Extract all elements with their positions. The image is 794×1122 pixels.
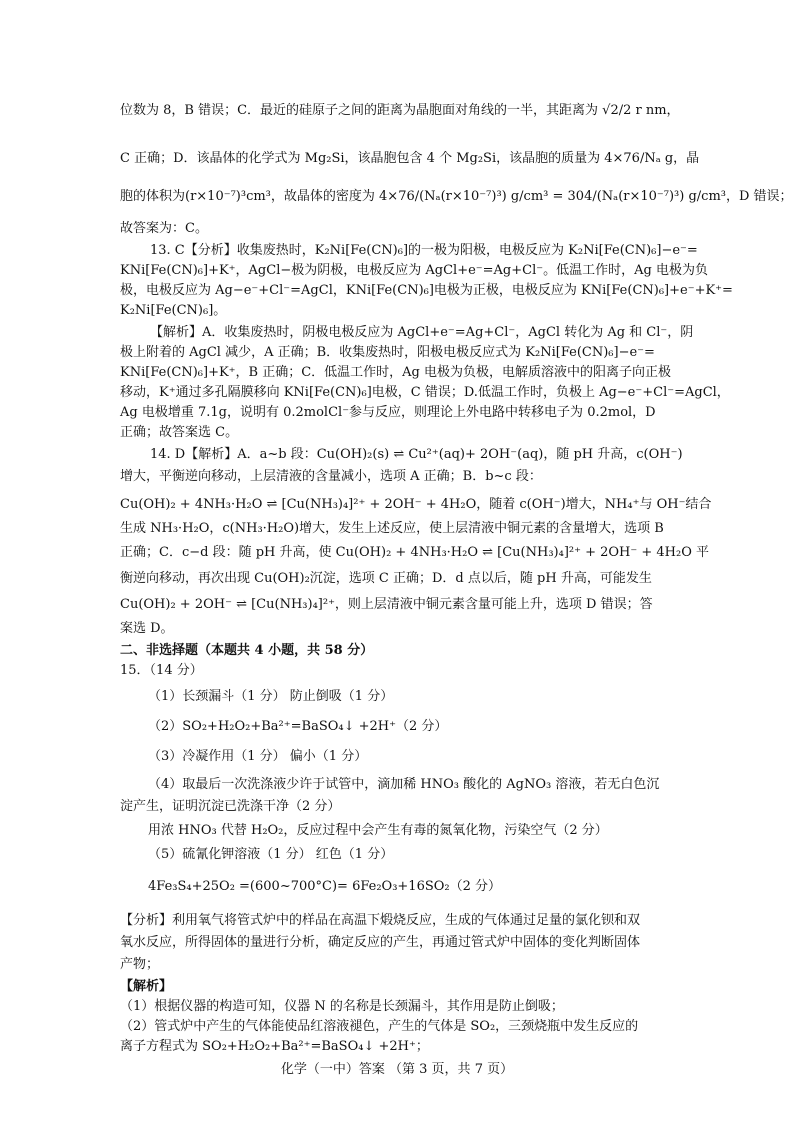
analysis-line: （2）管式炉中产生的气体能使品红溶液褪色，产生的气体是 SO₂，三颈烧瓶中发生反应的	[120, 1019, 639, 1034]
text-line: KNi[Fe(CN)₆]+K⁺，B 正确；C．低温工作时，Ag 电极为负极，电解质溶液中的阳离子向正极	[120, 365, 672, 380]
text-line: 极，电极反应为 Ag−e⁻+Cl⁻=AgCl，KNi[Fe(CN)₆]电极为正极，电极反应为 KNi[Fe(CN)₆]+e⁻+K⁺=	[120, 283, 733, 298]
answer-line: （2）SO₂+H₂O₂+Ba²⁺=BaSO₄↓ +2H⁺（2 分）	[148, 719, 448, 734]
question-number: 15．（14 分）	[120, 663, 203, 678]
text-line: Ag 电极增重 7.1g，说明有 0.2molCl⁻参与反应，则理论上外电路中转移电子为 0.2mol，D	[120, 405, 656, 420]
text-line: 极上附着的 AgCl 减少，A 正确；B．收集废热时，阳极电极反应式为 K₂Ni[Fe(CN)₆]−e⁻=	[120, 345, 655, 360]
answer-line: （4）取最后一次洗涤液少许于试管中，滴加稀 HNO₃ 酸化的 AgNO₃ 溶液，若无白色沉	[148, 777, 660, 792]
answer-line: 淀产生，证明沉淀已洗涤干净（2 分）	[120, 799, 341, 814]
text-line: C 正确；D．该晶体的化学式为 Mg₂Si，该晶胞包含 4 个 Mg₂Si，该晶胞的质量为 4×76/Nₐ g，晶	[120, 151, 700, 166]
analysis-line: 【分析】利用氧气将管式炉中的样品在高温下煅烧反应，生成的气体通过足量的氯化钡和双	[120, 913, 641, 928]
answer-line: （1）长颈漏斗（1 分） 防止倒吸（1 分）	[148, 689, 394, 704]
analysis-line: 氧水反应，所得固体的量进行分析，确定反应的产生，再通过管式炉中固体的变化判断固体	[120, 935, 641, 950]
text-line: 衡逆向移动，再次出现 Cu(OH)₂沉淀，选项 C 正确；D．d 点以后，随 pH 升高，可能发生	[120, 571, 652, 586]
section-heading: 二、非选择题（本题共 4 小题，共 58 分）	[120, 643, 374, 658]
text-line: Cu(OH)₂ + 2OH⁻ ⇌ [Cu(NH₃)₄]²⁺，则上层清液中铜元素含量可能上升，选项 D 错误；答	[120, 597, 653, 612]
analysis-heading: 【解析】	[120, 979, 173, 994]
text-line: K₂Ni[Fe(CN)₆]。	[120, 303, 227, 318]
text-line: 案选 D。	[120, 621, 174, 636]
text-line: Cu(OH)₂ + 4NH₃·H₂O ⇌ [Cu(NH₃)₄]²⁺ + 2OH⁻ + 4H₂O，随着 c(OH⁻)增大，NH₄⁺与 OH⁻结合	[120, 497, 712, 512]
text-line: 正确；C．c−d 段：随 pH 升高，使 Cu(OH)₂ + 4NH₃·H₂O ⇌ [Cu(NH₃)₄]²⁺ + 2OH⁻ + 4H₂O 平	[120, 545, 710, 560]
equation-line: 4Fe₃S₄+25O₂ =(600~700°C)= 6Fe₂O₃+16SO₂（2 分）	[148, 879, 502, 894]
answer-line: （5）硫氰化钾溶液（1 分） 红色（1 分）	[148, 847, 394, 862]
analysis-line: （1）根据仪器的构造可知，仪器 N 的名称是长颈漏斗，其作用是防止倒吸；	[120, 999, 564, 1014]
answer-line: 用浓 HNO₃ 代替 H₂O₂，反应过程中会产生有毒的氮氧化物，污染空气（2 分）	[148, 823, 608, 838]
text-line: 14. D【解析】A．a~b 段：Cu(OH)₂(s) ⇌ Cu²⁺(aq)+ 2OH⁻(aq)，随 pH 升高，c(OH⁻)	[150, 447, 683, 462]
text-line: 位数为 8，B 错误；C．最近的硅原子之间的距离为晶胞面对角线的一半，其距离为 √2/2 r nm，	[120, 103, 680, 118]
text-line: KNi[Fe(CN)₆]+K⁺，AgCl−极为阴极，电极反应为 AgCl+e⁻=Ag+Cl⁻。低温工作时，Ag 电极为负	[120, 263, 708, 278]
text-line: 增大，平衡逆向移动，上层清液的含量减小，选项 A 正确；B．b~c 段：	[120, 469, 542, 484]
text-line: 13. C【分析】收集废热时，K₂Ni[Fe(CN)₆]的一极为阳极，电极反应为 K₂Ni[Fe(CN)₆]−e⁻=	[150, 243, 698, 258]
text-line: 生成 NH₃·H₂O，c(NH₃·H₂O)增大，发生上述反应，使上层清液中铜元素的含量增大，选项 B	[120, 521, 664, 536]
text-line: 正确；故答案选 C。	[120, 425, 239, 440]
analysis-line: 产物；	[120, 957, 160, 972]
answer-line: （3）冷凝作用（1 分） 偏小（1 分）	[148, 749, 368, 764]
analysis-line: 离子方程式为 SO₂+H₂O₂+Ba²⁺=BaSO₄↓ +2H⁺；	[120, 1039, 429, 1054]
text-line: 胞的体积为(r×10⁻⁷)³cm³，故晶体的密度为 4×76/(Nₐ(r×10⁻⁷)³) g/cm³ = 304/(Nₐ(r×10⁻⁷)³) g/cm³，D 错误；	[120, 189, 793, 204]
page-footer: 化学（一中）答案 （第 3 页，共 7 页）	[280, 1062, 514, 1077]
text-line: 移动，K⁺通过多孔隔膜移向 KNi[Fe(CN)₆]电极，C 错误；D.低温工作时，负极上 Ag−e⁻+Cl⁻=AgCl，	[120, 385, 730, 400]
text-line: 【解析】A．收集废热时，阴极电极反应为 AgCl+e⁻=Ag+Cl⁻，AgCl 转化为 Ag 和 Cl⁻，阴	[150, 325, 694, 340]
text-line: 故答案为：C。	[120, 221, 208, 236]
